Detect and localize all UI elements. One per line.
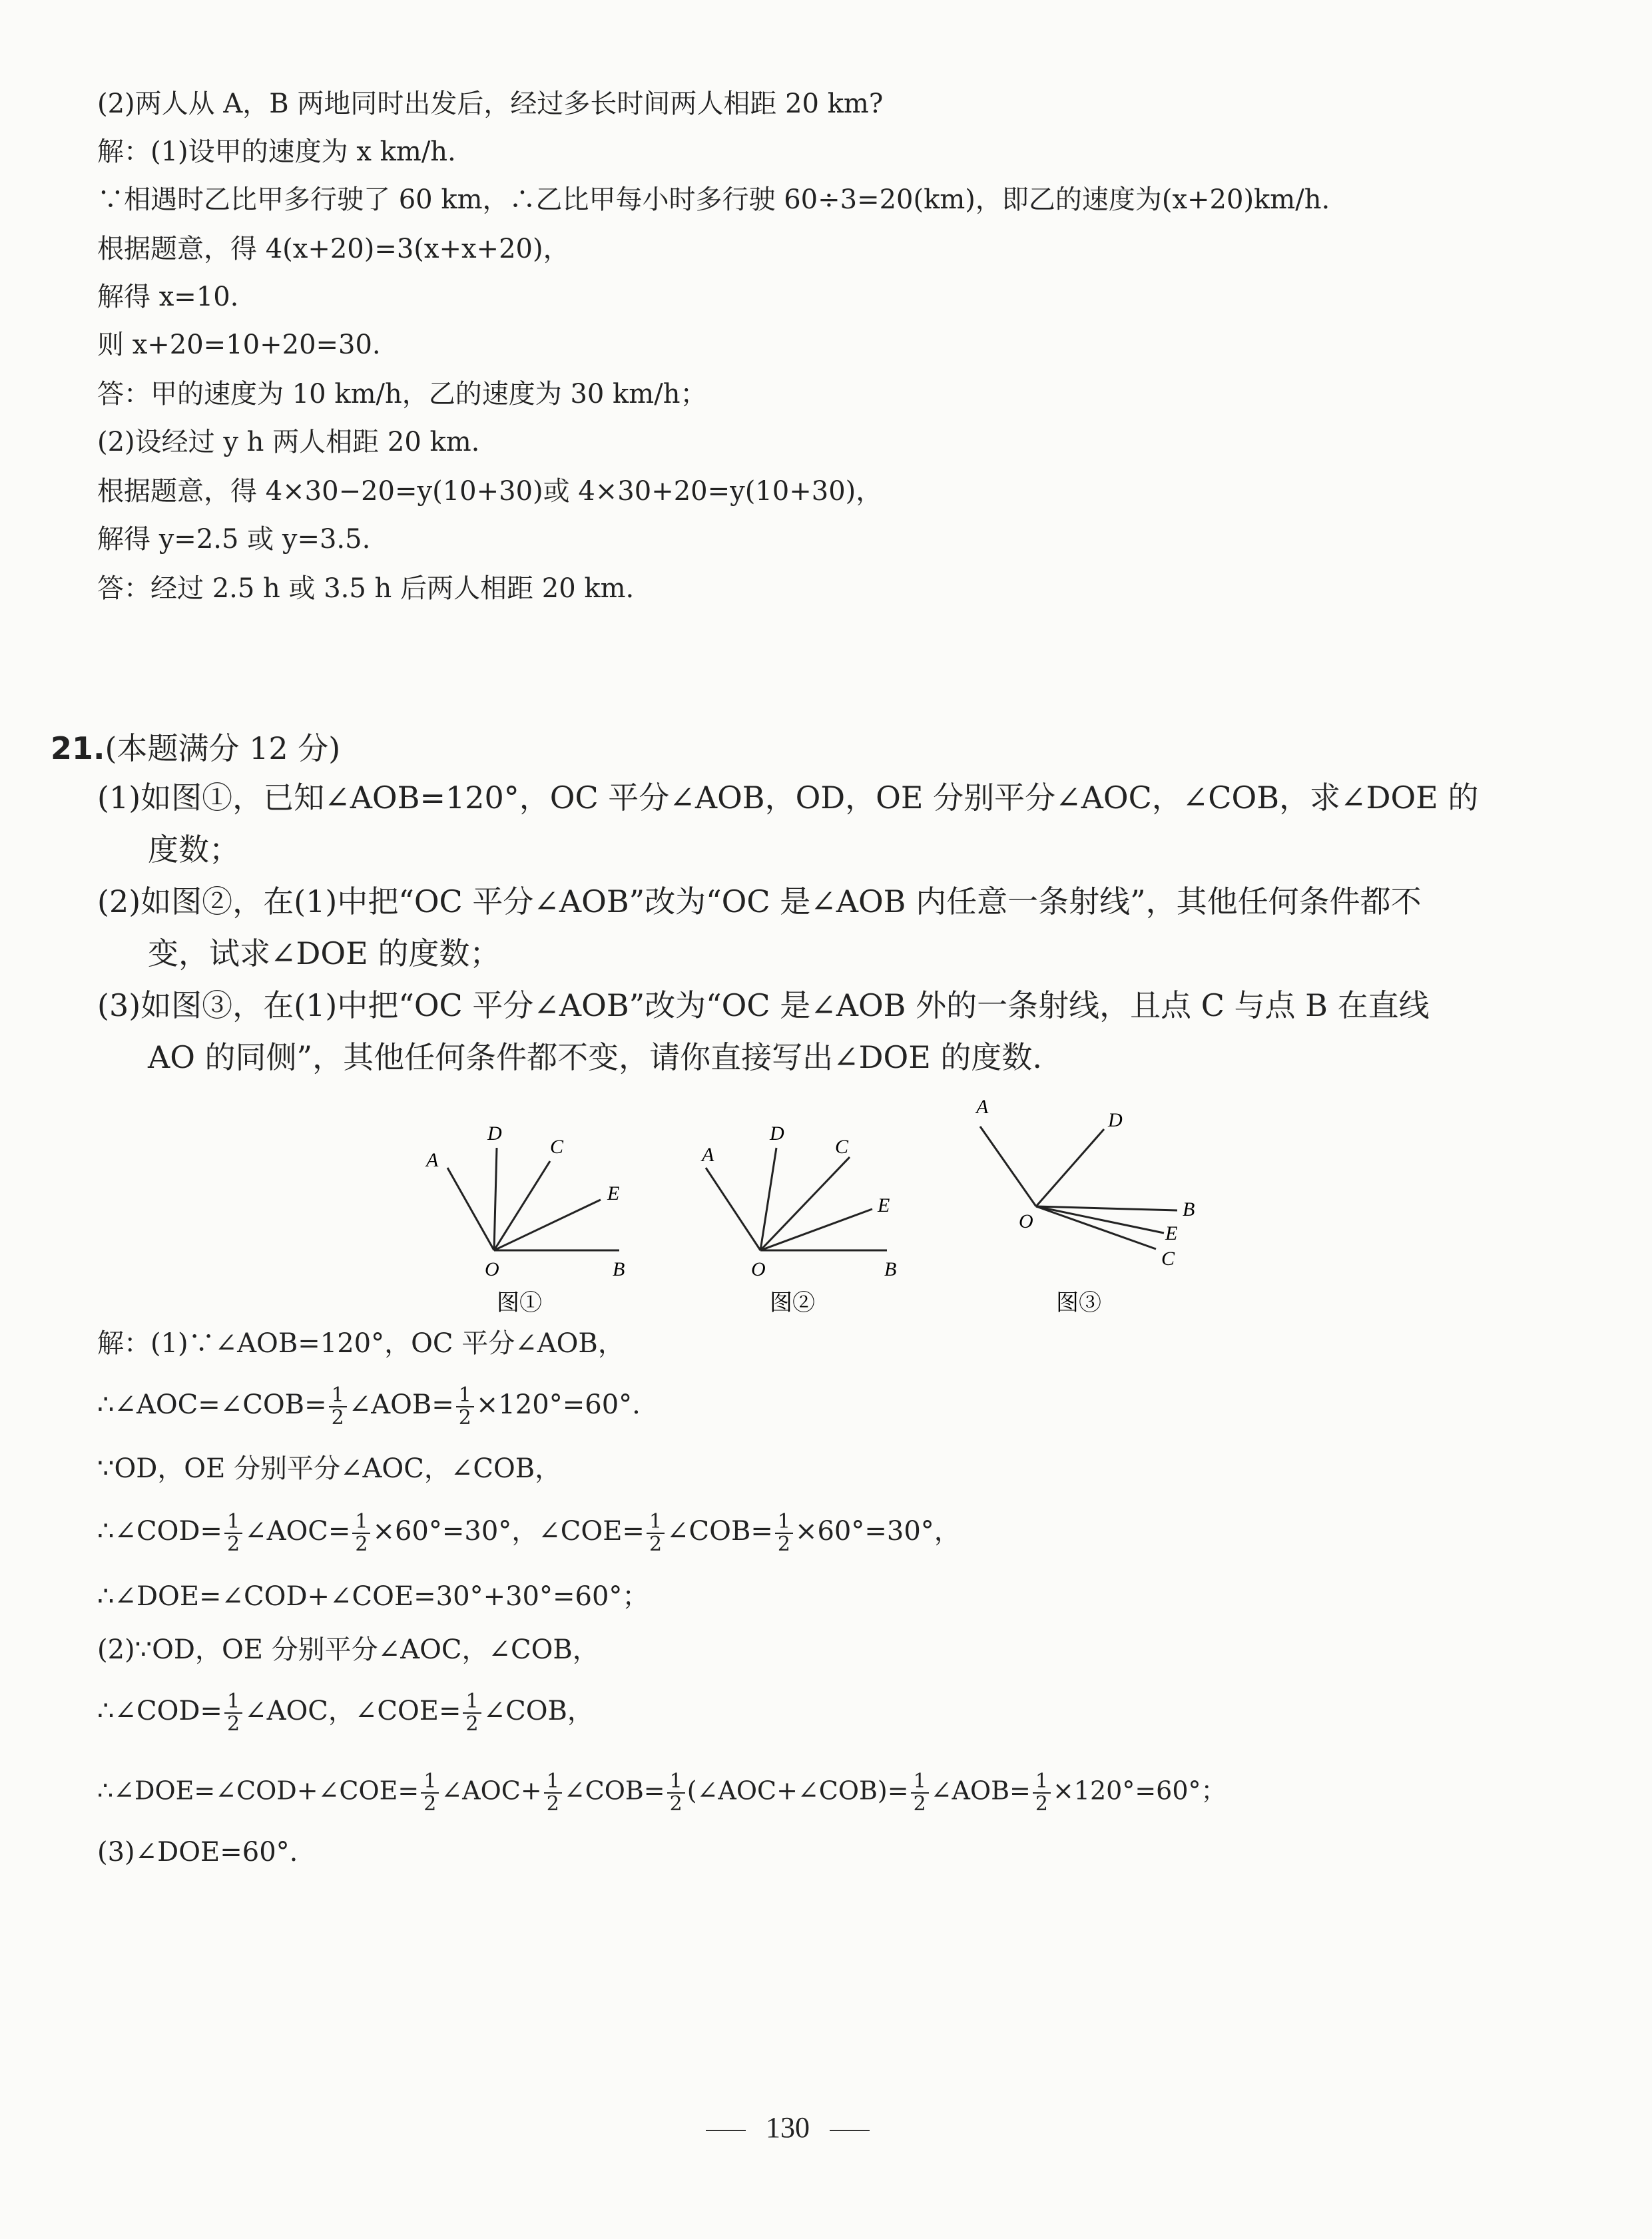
solution-line: 根据题意，得 4(x+20)=3(x+x+20)，	[97, 234, 570, 264]
frac-den: 2	[913, 1792, 926, 1816]
frac-den: 2	[669, 1792, 683, 1816]
solution-line	[97, 1385, 641, 1429]
fraction-half	[667, 1771, 685, 1815]
solution-line: (2)设经过 y h 两人相距 20 km.	[97, 427, 480, 457]
fraction-half	[1033, 1771, 1051, 1815]
expr-text: ∠AOC，∠COE=	[244, 1696, 461, 1726]
solution-line: ∵相遇时乙比甲多行驶了 60 km，∴乙比甲每小时多行驶 60÷3=20(km)，即乙的速度为(x+20)km/h.	[97, 184, 1330, 215]
page-number	[686, 2111, 890, 2144]
frac-num: 1	[224, 1511, 242, 1534]
expr-text: ∴∠AOC=∠COB=	[97, 1389, 327, 1420]
frac-num: 1	[667, 1771, 685, 1794]
fraction-half	[544, 1771, 562, 1815]
figure-caption: 图③	[1056, 1291, 1101, 1316]
solution-line: 解得 x=10.	[97, 282, 239, 312]
frac-den: 2	[1035, 1792, 1048, 1816]
solution-line: ∴∠DOE=∠COD+∠COE=30°+30°=60°；	[97, 1581, 649, 1612]
q21-part3-cont: AO 的同侧”，其他任何条件都不变，请你直接写出∠DOE 的度数.	[148, 1039, 1043, 1075]
fraction-half	[456, 1385, 474, 1429]
question-score: (本题满分 12 分)	[105, 730, 341, 766]
q21-part2-cont: 变，试求∠DOE 的度数；	[148, 935, 501, 971]
expr-text: ×120°=60°.	[475, 1389, 641, 1420]
fraction-half	[224, 1691, 242, 1735]
frac-num: 1	[224, 1691, 242, 1714]
point-label: D	[487, 1122, 502, 1144]
point-label: O	[751, 1258, 766, 1280]
q21-header	[51, 727, 340, 770]
point-label: E	[1165, 1222, 1178, 1244]
point-label: A	[976, 1096, 989, 1118]
fraction-half	[775, 1511, 793, 1555]
frac-num: 1	[456, 1385, 474, 1407]
frac-num: 1	[329, 1385, 347, 1407]
point-label: A	[426, 1149, 439, 1171]
frac-num: 1	[352, 1511, 370, 1534]
figure-2	[706, 1148, 887, 1250]
expr-text: ∴∠COD=	[97, 1516, 222, 1547]
frac-num: 1	[544, 1771, 562, 1794]
fraction-half	[329, 1385, 347, 1429]
frac-den: 2	[465, 1712, 479, 1736]
fraction-half	[421, 1771, 439, 1815]
frac-den: 2	[649, 1533, 663, 1556]
frac-den: 2	[458, 1406, 471, 1429]
frac-num: 1	[647, 1511, 665, 1534]
figures-group	[400, 1079, 1265, 1318]
q21-part1-cont: 度数；	[148, 832, 240, 868]
frac-den: 2	[423, 1792, 437, 1816]
divider	[830, 2130, 870, 2131]
solution-line: 解：(1)设甲的速度为 x km/h.	[97, 136, 456, 167]
page-number-text: 130	[766, 2111, 810, 2144]
fraction-half	[352, 1511, 370, 1555]
q21-part1: (1)如图①，已知∠AOB=120°，OC 平分∠AOB，OD，OE 分别平分∠AOC，∠COB，求∠DOE 的	[97, 780, 1479, 816]
point-label: E	[607, 1182, 620, 1204]
divider	[706, 2130, 746, 2131]
solution-line: 则 x+20=10+20=30.	[97, 330, 381, 360]
question-number: 21.	[51, 730, 105, 766]
solution-line	[97, 1511, 961, 1555]
expr-text: ∠COB，	[483, 1696, 594, 1726]
q21-part3: (3)如图③，在(1)中把“OC 平分∠AOB”改为“OC 是∠AOB 外的一条射线，且点 C 与点 B 在直线	[97, 987, 1430, 1023]
frac-den: 2	[331, 1406, 344, 1429]
frac-num: 1	[421, 1771, 439, 1794]
figure-3	[980, 1126, 1177, 1249]
frac-den: 2	[546, 1792, 559, 1816]
point-label: D	[770, 1122, 784, 1144]
frac-num: 1	[1033, 1771, 1051, 1794]
point-label: C	[1161, 1248, 1175, 1270]
expr-text: ∴∠DOE=∠COD+∠COE=	[97, 1776, 419, 1806]
expr-text: ×60°=30°，∠COE=	[372, 1516, 645, 1547]
fraction-half	[224, 1511, 242, 1555]
expr-text: ∠COB=	[563, 1776, 665, 1806]
fraction-half	[911, 1771, 929, 1815]
fraction-half	[647, 1511, 665, 1555]
solution-line: 根据题意，得 4×30−20=y(10+30)或 4×30+20=y(10+30)，	[97, 476, 883, 507]
expr-text: ∴∠COD=	[97, 1696, 222, 1726]
solution-line: (2)∵OD，OE 分别平分∠AOC，∠COB，	[97, 1634, 599, 1665]
solution-line: 解得 y=2.5 或 y=3.5.	[97, 524, 371, 555]
solution-line: (3)∠DOE=60°.	[97, 1837, 298, 1867]
expr-text: ×60°=30°，	[794, 1516, 961, 1547]
figure-caption: 图①	[497, 1291, 542, 1316]
point-label: A	[702, 1144, 714, 1166]
frac-num: 1	[775, 1511, 793, 1534]
expr-text: (∠AOC+∠COB)=	[687, 1776, 909, 1806]
expr-text: ∠AOB=	[930, 1776, 1031, 1806]
q20-part2: (2)两人从 A，B 两地同时出发后，经过多长时间两人相距 20 km?	[97, 89, 884, 119]
point-label: O	[485, 1258, 499, 1280]
point-label: B	[613, 1258, 625, 1280]
frac-den: 2	[226, 1712, 240, 1736]
solution-line: 解：(1)∵∠AOB=120°，OC 平分∠AOB，	[97, 1328, 625, 1359]
frac-den: 2	[777, 1533, 790, 1556]
point-label: O	[1019, 1210, 1033, 1232]
expr-text: ×120°=60°；	[1052, 1776, 1227, 1806]
figure-caption: 图②	[770, 1291, 815, 1316]
frac-num: 1	[911, 1771, 929, 1794]
solution-line	[97, 1691, 594, 1735]
point-label: C	[835, 1136, 849, 1158]
expr-text: ∠AOB=	[348, 1389, 454, 1420]
figure-1	[447, 1148, 619, 1250]
fraction-half	[463, 1691, 481, 1735]
expr-text: ∠COB=	[667, 1516, 773, 1547]
solution-line	[97, 1771, 1227, 1815]
point-label: C	[550, 1136, 564, 1158]
solution-line: 答：甲的速度为 10 km/h，乙的速度为 30 km/h；	[97, 379, 707, 409]
point-label: B	[884, 1258, 897, 1280]
point-label: B	[1183, 1198, 1195, 1220]
frac-den: 2	[355, 1533, 368, 1556]
point-label: E	[878, 1194, 890, 1216]
expr-text: ∠AOC+	[441, 1776, 542, 1806]
solution-line: ∵OD，OE 分别平分∠AOC，∠COB，	[97, 1453, 562, 1484]
frac-num: 1	[463, 1691, 481, 1714]
q21-part2: (2)如图②，在(1)中把“OC 平分∠AOB”改为“OC 是∠AOB 内任意一条射线”，其他任何条件都不	[97, 883, 1422, 919]
solution-line: 答：经过 2.5 h 或 3.5 h 后两人相距 20 km.	[97, 573, 635, 604]
expr-text: ∠AOC=	[244, 1516, 351, 1547]
frac-den: 2	[226, 1533, 240, 1556]
point-label: D	[1108, 1109, 1123, 1131]
